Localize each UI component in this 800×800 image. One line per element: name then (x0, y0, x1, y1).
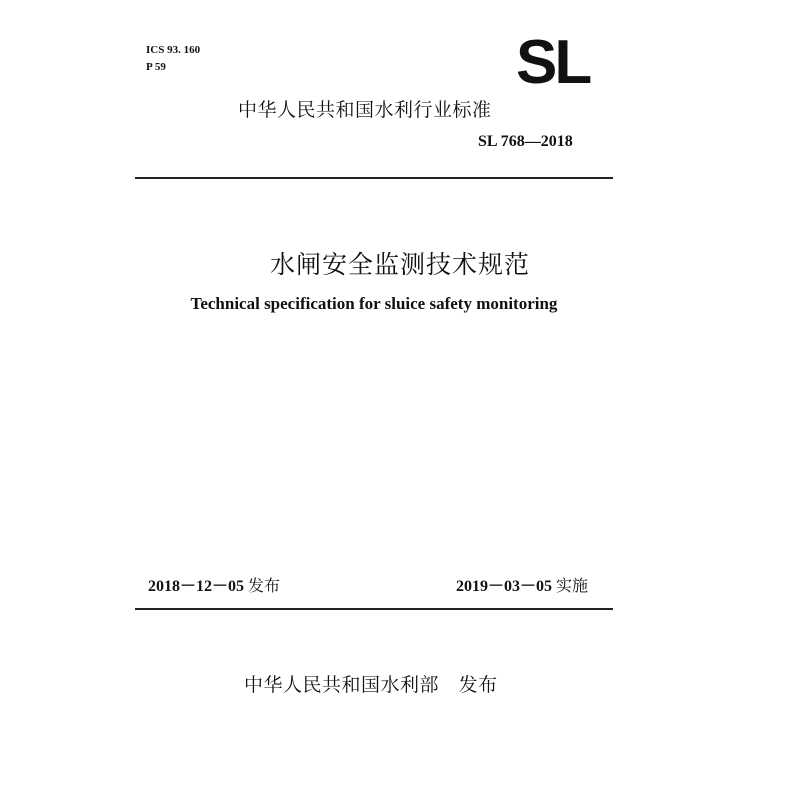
publisher: 中华人民共和国水利部 发布 (244, 674, 498, 696)
bottom-divider (135, 608, 613, 610)
title-chinese: 水闸安全监测技术规范 (269, 250, 530, 279)
title-english: Technical specification for sluice safety monitoring (190, 294, 558, 313)
implementation-date-value: 2019－03－05 (456, 578, 553, 595)
standard-category: 中华人民共和国水利行业标准 (238, 99, 492, 121)
svg-text:SL: SL (516, 34, 590, 90)
ics-code: ICS 93. 160 (146, 44, 201, 56)
top-divider (135, 177, 613, 179)
issue-label: 发布 (248, 576, 281, 595)
issue-date (148, 576, 280, 597)
implementation-date (456, 576, 588, 597)
implementation-label: 实施 (556, 576, 589, 595)
classification-code: P 59 (146, 61, 166, 73)
standard-number: SL 768—2018 (478, 133, 573, 150)
sl-logo (516, 34, 608, 90)
issue-date-value: 2018－12－05 (148, 578, 245, 595)
